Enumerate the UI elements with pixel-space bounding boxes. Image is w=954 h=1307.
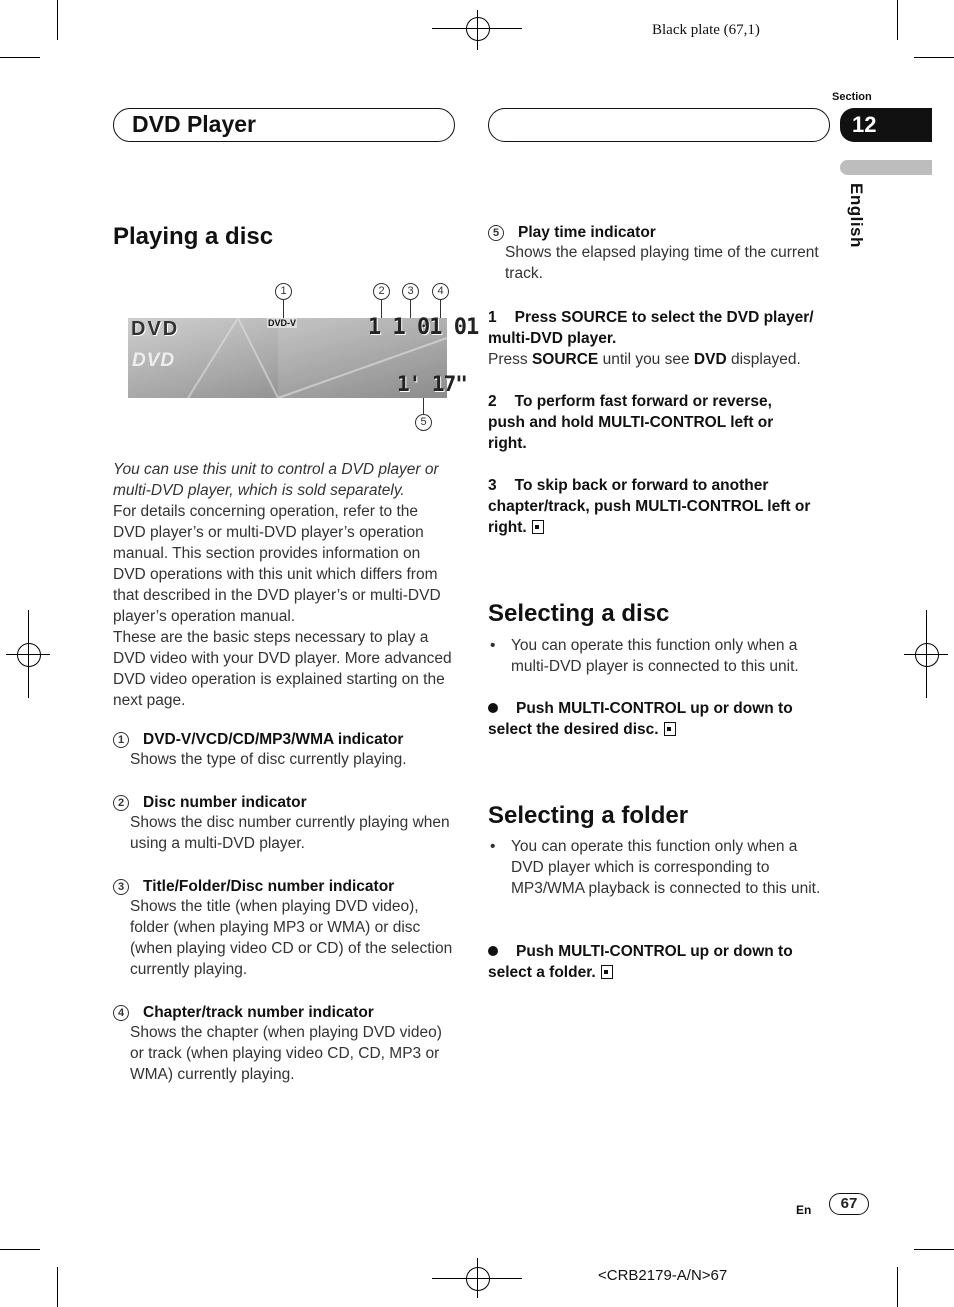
section-label: Section — [832, 91, 872, 103]
intro-italic: You can use this unit to control a DVD player or multi-DVD player, which is sold separately. — [113, 461, 439, 499]
item-desc: Shows the disc number currently playing when using a multi-DVD player. — [130, 814, 450, 852]
item-title: DVD-V/VCD/CD/MP3/WMA indicator — [143, 731, 404, 748]
step-1 — [488, 307, 830, 349]
step-3 — [488, 475, 833, 538]
callout-5: 5 — [415, 414, 432, 431]
end-mark-icon — [601, 965, 613, 979]
end-mark-icon — [664, 722, 676, 736]
document-code: <CRB2179-A/N>67 — [598, 1267, 728, 1284]
time-display: 1' 17" — [397, 372, 467, 396]
item-number: 1 — [113, 732, 129, 748]
bullet-icon: • — [490, 637, 496, 654]
heading-selecting-a-disc: Selecting a disc — [488, 600, 670, 627]
action-bullet-icon — [488, 946, 498, 956]
indicator-item-3 — [113, 878, 458, 980]
selecting-disc-bullet: • You can operate this function only when a multi-DVD player is connected to this unit. — [490, 637, 799, 675]
action-bullet-icon — [488, 703, 498, 713]
item-number: 4 — [113, 1005, 129, 1021]
intro-para-2: These are the basic steps necessary to play a DVD video with your DVD player. More advanced DVD video operation is explained starting on the next page. — [113, 629, 452, 709]
item-desc: Shows the type of disc currently playing. — [130, 751, 407, 768]
language-abbreviation: En — [796, 1203, 812, 1217]
item-desc: Shows the chapter (when playing DVD video) or track (when playing video CD, CD, MP3 or WMA) currently playing. — [130, 1024, 442, 1083]
mode-indicator: DVD-V — [268, 318, 297, 328]
indicator-item-2 — [113, 794, 458, 854]
callout-3: 3 — [402, 283, 419, 300]
end-mark-icon — [532, 520, 544, 534]
step-text: To perform fast forward or reverse, push and hold MULTI-CONTROL left or right. — [488, 393, 774, 452]
heading-selecting-a-folder: Selecting a folder — [488, 802, 689, 829]
callout-4: 4 — [432, 283, 449, 300]
item-number: 3 — [113, 879, 129, 895]
step-text: To skip back or forward to another chapter/track, push MULTI-CONTROL left or right. — [488, 477, 811, 536]
empty-header-pill — [488, 108, 830, 142]
indicator-item-5 — [488, 224, 828, 284]
item-number: 5 — [488, 225, 504, 241]
item-desc: Shows the title (when playing DVD video), folder (when playing MP3 or WMA) or disc (when playing video CD or CD) of the selection currently playing. — [130, 898, 453, 978]
item-desc: Shows the elapsed playing time of the current track. — [505, 244, 819, 282]
callout-1: 1 — [275, 283, 292, 300]
indicator-item-1 — [113, 731, 458, 770]
intro-para-1: For details concerning operation, refer to the DVD player’s or multi-DVD player’s operation manual. This section provides information on DVD operations with this unit which differs from that described in the DVD player’s or multi-DVD player’s operation manual. — [113, 503, 441, 625]
bullet-icon: • — [490, 838, 496, 855]
step-2 — [488, 391, 808, 454]
item-title: Disc number indicator — [143, 794, 307, 811]
language-tab — [840, 160, 932, 175]
plate-label: Black plate (67,1) — [652, 22, 760, 38]
heading-playing-a-disc: Playing a disc — [113, 223, 274, 250]
language-label: English — [847, 183, 866, 248]
selecting-folder-action: Push MULTI-CONTROL up or down to select a folder. — [488, 943, 793, 981]
step-1-desc: Press SOURCE until you see DVD displayed. — [488, 351, 801, 368]
step-number: 1 — [488, 309, 497, 326]
step-number: 3 — [488, 477, 497, 494]
selecting-folder-bullet: • You can operate this function only when a DVD player which is corresponding to MP3/WMA playback is connected to this unit. — [490, 838, 821, 897]
selecting-disc-action: Push MULTI-CONTROL up or down to select the desired disc. — [488, 700, 793, 738]
step-number: 2 — [488, 393, 497, 410]
step-text: Press SOURCE to select the DVD player/ multi-DVD player. — [488, 309, 814, 347]
item-title: Title/Folder/Disc number indicator — [143, 878, 395, 895]
item-number: 2 — [113, 795, 129, 811]
section-number-badge: 12 — [840, 108, 932, 142]
dvd-logo-mark: DVD — [132, 350, 176, 371]
page-number: 67 — [829, 1193, 869, 1215]
item-title: Chapter/track number indicator — [143, 1004, 374, 1021]
indicator-item-4 — [113, 1004, 458, 1085]
chapter-title: DVD Player — [132, 111, 257, 137]
callout-2: 2 — [373, 283, 390, 300]
dvd-logo-text: DVD — [131, 318, 180, 340]
number-display: 1 1 01 01 — [368, 315, 479, 340]
item-title: Play time indicator — [518, 224, 656, 241]
